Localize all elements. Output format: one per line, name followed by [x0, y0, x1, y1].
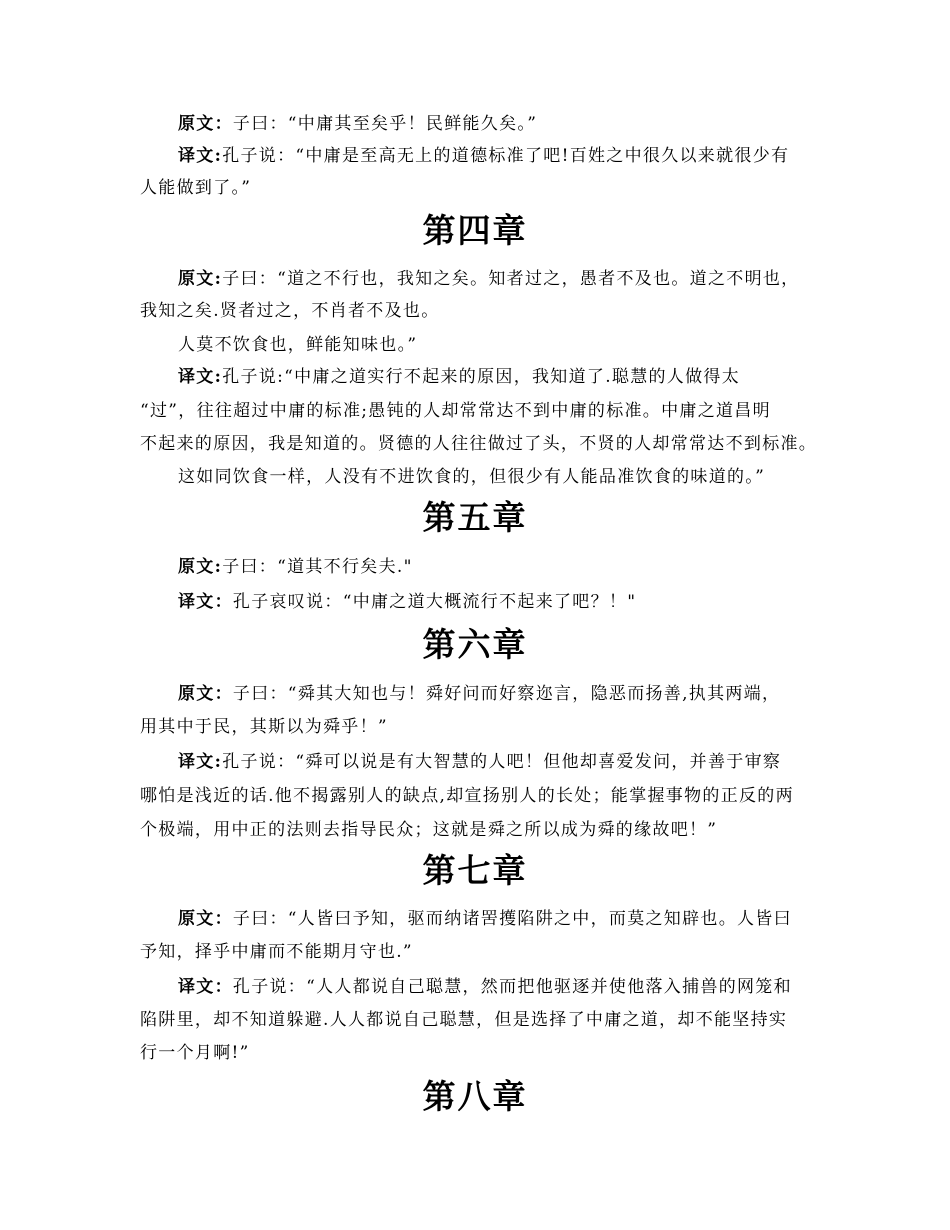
yiwen-label: 译文:: [178, 367, 223, 387]
ch7-yuanwen-line-2: 予知，择乎中庸而不能期月守也.”: [140, 942, 413, 962]
ch4-yiwen-line-2: “过”，往往超过中庸的标准;愚钝的人却常常达不到中庸的标准。中庸之道昌明: [140, 401, 771, 421]
yuanwen-label: 原文:: [178, 557, 223, 577]
yiwen-label: 译文：: [178, 592, 233, 612]
ch6-yuanwen-text-1: 子曰：“舜其大知也与！舜好问而好察迩言，隐恶而扬善,执其两端，: [232, 684, 781, 704]
yiwen-label: 译文:: [178, 146, 223, 166]
ch3-yuanwen-line-1: [178, 113, 537, 135]
ch7-yiwen-line-3: 行一个月啊!”: [140, 1043, 250, 1063]
ch4-yiwen-line-1: [178, 366, 740, 388]
ch5-yiwen-line-1: [178, 591, 636, 613]
yuanwen-label: 原文：: [178, 909, 233, 929]
ch6-yiwen-line-3: 个极端，用中正的法则去指导民众；这就是舜之所以成为舜的缘故吧！”: [140, 820, 718, 840]
chapter-8-heading: 第八章: [422, 1077, 528, 1116]
chapter-4-heading: 第四章: [422, 211, 528, 250]
ch3-yiwen-line-2: 人能做到了。”: [140, 178, 252, 198]
ch4-yiwen-line-4: 这如同饮食一样，人没有不进饮食的，但很少有人能品准饮食的味道的。”: [178, 467, 766, 487]
chapter-5-heading: 第五章: [422, 498, 528, 537]
ch6-yiwen-line-1: [178, 751, 781, 773]
ch7-yuanwen-text-1: 子曰：“人皆曰予知，驱而纳诸罟擭陷阱之中，而莫之知辟也。人皆曰: [232, 909, 792, 929]
ch3-yiwen-text-1: 孔子说：“中庸是至高无上的道德标准了吧!百姓之中很久以来就很少有: [222, 146, 790, 166]
ch6-yiwen-text-1: 孔子说：“舜可以说是有大智慧的人吧！但他却喜爱发问，并善于审察: [222, 752, 782, 772]
chapter-6-heading: 第六章: [422, 625, 528, 664]
ch5-yuanwen-line-1: [178, 556, 413, 578]
ch4-yuanwen-text-1: 子曰：“道之不行也，我知之矣。知者过之，愚者不及也。道之不明也，: [222, 269, 800, 289]
ch4-yuanwen-line-3: 人莫不饮食也，鲜能知味也。”: [178, 335, 418, 355]
ch7-yuanwen-line-1: [178, 908, 792, 930]
yuanwen-label: 原文:: [178, 269, 223, 289]
yiwen-label: 译文:: [178, 752, 223, 772]
ch6-yiwen-line-2: 哪怕是浅近的话.他不揭露别人的缺点,却宣扬别人的长处；能掌握事物的正反的两: [140, 786, 794, 806]
ch5-yuanwen-text: 子曰：“道其不行矣夫.": [222, 557, 413, 577]
ch4-yuanwen-line-2: 我知之矣.贤者过之，不肖者不及也。: [140, 301, 440, 321]
ch3-yuanwen-text: 子曰：“中庸其至矣乎！民鲜能久矣。”: [232, 114, 538, 134]
ch5-yiwen-text: 孔子哀叹说：“中庸之道大概流行不起来了吧？！": [232, 592, 637, 612]
ch6-yuanwen-line-2: 用其中于民，其斯以为舜乎！”: [140, 717, 388, 737]
ch7-yiwen-text-1: 孔子说：“人人都说自己聪慧，然而把他驱逐并使他落入捕兽的网笼和: [232, 977, 792, 997]
ch4-yiwen-line-3: 不起来的原因，我是知道的。贤德的人往往做过了头，不贤的人却常常达不到标准。: [140, 434, 818, 454]
ch3-yiwen-line-1: [178, 145, 789, 167]
ch4-yuanwen-line-1: [178, 268, 799, 290]
ch4-yiwen-text-1: 孔子说:“中庸之道实行不起来的原因，我知道了.聪慧的人做得太: [222, 367, 741, 387]
yuanwen-label: 原文：: [178, 114, 233, 134]
chapter-7-heading: 第七章: [422, 851, 528, 890]
yiwen-label: 译文：: [178, 977, 233, 997]
ch6-yuanwen-line-1: [178, 683, 780, 705]
yuanwen-label: 原文：: [178, 684, 233, 704]
ch7-yiwen-line-2: 陷阱里，却不知道躲避.人人都说自己聪慧，但是选择了中庸之道，却不能坚持实: [140, 1010, 788, 1030]
ch7-yiwen-line-1: [178, 976, 792, 998]
